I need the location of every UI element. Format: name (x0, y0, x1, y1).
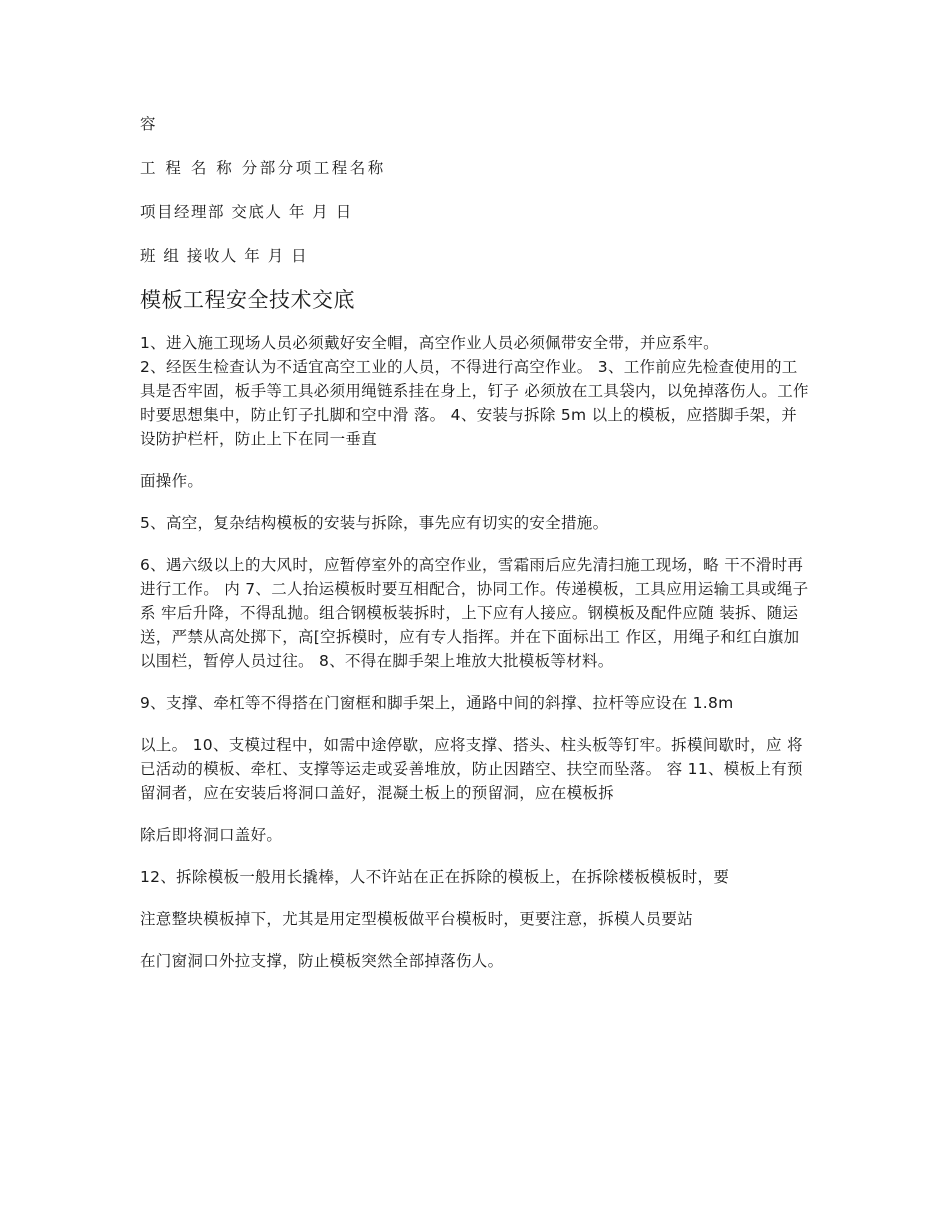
project-name-line: 工 程 名 称 分部分项工程名称 (140, 159, 386, 177)
paragraph-6: 9、支撑、牵杠等不得搭在门窗框和脚手架上，通路中间的斜撑、拉杆等应设在 1.8m (140, 694, 734, 712)
paragraph-8: 除后即将洞口盖好。 (140, 826, 283, 844)
paragraph-5: 6、遇六级以上的大风时，应暂停室外的高空作业，雪霜雨后应先清扫施工现场，略 干不滑时再进行工作。 内 7、二人抬运模板时要互相配合，协同工作。传递模板，工具应用运输工具或绳子系 牢后升降，不得乱抛。组合钢模板装拆时，上下应有人接应。钢模板及配件应随 装拆、随运送，严禁从高处掷下，高[空拆模时，应有专人指挥。并在下面标出工 作区，用绳子和红白旗加以围栏，暂停人员过往。 8、不得在脚手架上堆放大批模板等材料。 (140, 556, 809, 670)
document-title: 模板工程安全技术交底 (140, 288, 355, 312)
document-page (140, 112, 812, 973)
paragraph-9: 12、拆除模板一般用长撬棒，人不许站在正在拆除的模板上，在拆除楼板模板时，要 (140, 868, 730, 886)
paragraph-10: 注意整块模板掉下，尤其是用定型模板做平台模板时，更要注意，拆模人员要站 (140, 910, 694, 928)
paragraph-3: 面操作。 (140, 472, 204, 490)
paragraph-11: 在门窗洞口外拉支撑，防止模板突然全部掉落伤人。 (140, 952, 504, 970)
manager-line: 项目经理部 交底人 年 月 日 (140, 203, 353, 221)
paragraph-4: 5、高空，复杂结构模板的安装与拆除，事先应有切实的安全措施。 (140, 514, 609, 532)
paragraph-1: 1、进入施工现场人员必须戴好安全帽，高空作业人员必须佩带安全带，并应系牢。 (140, 334, 719, 352)
header-rong: 容 (140, 115, 156, 133)
paragraph-7: 以上。 10、支模过程中，如需中途停歇，应将支撑、搭头、柱头板等钉牢。拆模间歇时，应 将已活动的模板、牵杠、支撑等运走或妥善堆放，防止因踏空、扶空而坠落。 容 11、模板上有预留洞者，应在安装后将洞口盖好，混凝土板上的预留洞，应在模板拆 (140, 736, 803, 802)
paragraph-2: 2、经医生检查认为不适宜高空工业的人员，不得进行高空作业。 3、工作前应先检查使用的工具是否牢固，板手等工具必须用绳链系挂在身上，钉子 必须放在工具袋内，以免掉落伤人。工作时要思想集中，防止钉子扎脚和空中滑 落。 4、安装与拆除 5m 以上的模板，应搭脚手架，并设防护栏杆，防止上下在同一垂直 (140, 358, 809, 448)
team-line: 班 组 接收人 年 月 日 (140, 247, 309, 265)
